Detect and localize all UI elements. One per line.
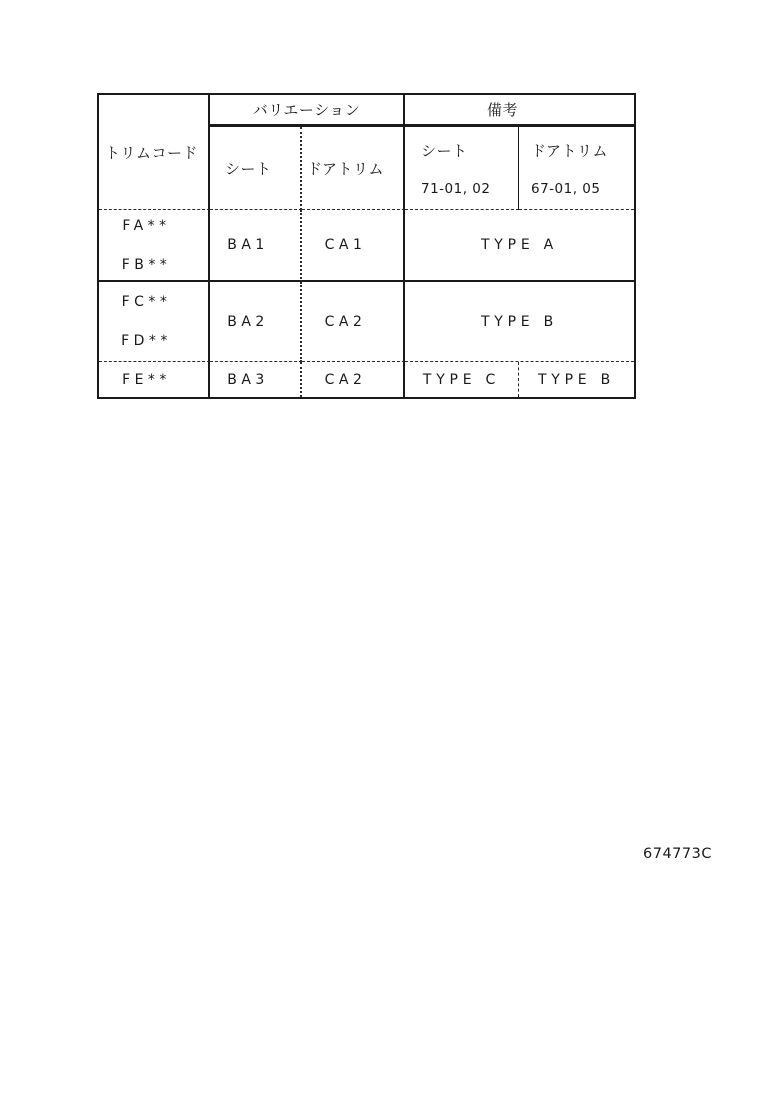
row-1-remark-cell: TYPE A bbox=[405, 210, 634, 282]
row-2-trim-code-cell bbox=[99, 282, 210, 362]
row-2-seat-cell: BA2 bbox=[210, 282, 302, 362]
trim-code-table bbox=[97, 93, 636, 399]
row-1-trim-code-cell bbox=[99, 210, 210, 282]
row-3-trim-code-cell: FE** bbox=[99, 362, 210, 397]
row-3-remark-door-trim-cell: TYPE B bbox=[537, 371, 615, 388]
row-1-seat-cell: BA1 bbox=[210, 210, 302, 282]
trim-code-header-cell: トリムコード bbox=[99, 95, 210, 210]
row-3-remark-seat-cell: TYPE C bbox=[405, 362, 519, 397]
variation-door-trim-header-cell: ドアトリム bbox=[302, 127, 405, 210]
row-3-seat-cell: BA3 bbox=[210, 362, 302, 397]
remarks-header-cell: 備考 bbox=[405, 95, 634, 127]
variation-header-cell: バリエーション bbox=[210, 95, 405, 127]
remarks-door-trim-header-cell bbox=[519, 127, 634, 210]
row-1-trim-code-1: FA** bbox=[122, 217, 171, 234]
row-1-trim-code-2: FB** bbox=[121, 256, 172, 273]
remarks-seat-header-cell bbox=[405, 127, 519, 210]
remarks-door-trim-code: 67-01, 05 bbox=[531, 180, 601, 197]
row-3-door-trim-cell: CA2 bbox=[302, 362, 405, 397]
document-code: 674773C bbox=[643, 846, 712, 862]
row-2-remark-cell: TYPE B bbox=[405, 282, 634, 362]
row-2-trim-code-1: FC** bbox=[121, 294, 172, 310]
remarks-door-trim-label: ドアトリム bbox=[531, 141, 609, 160]
row-1-door-trim-cell: CA1 bbox=[302, 210, 405, 282]
row-2-door-trim-cell: CA2 bbox=[302, 282, 405, 362]
remarks-seat-code: 71-01, 02 bbox=[421, 180, 491, 197]
variation-seat-header-cell: シート bbox=[210, 127, 302, 210]
row-2-trim-code-2: FD** bbox=[121, 333, 172, 349]
remarks-seat-label: シート bbox=[421, 141, 468, 160]
